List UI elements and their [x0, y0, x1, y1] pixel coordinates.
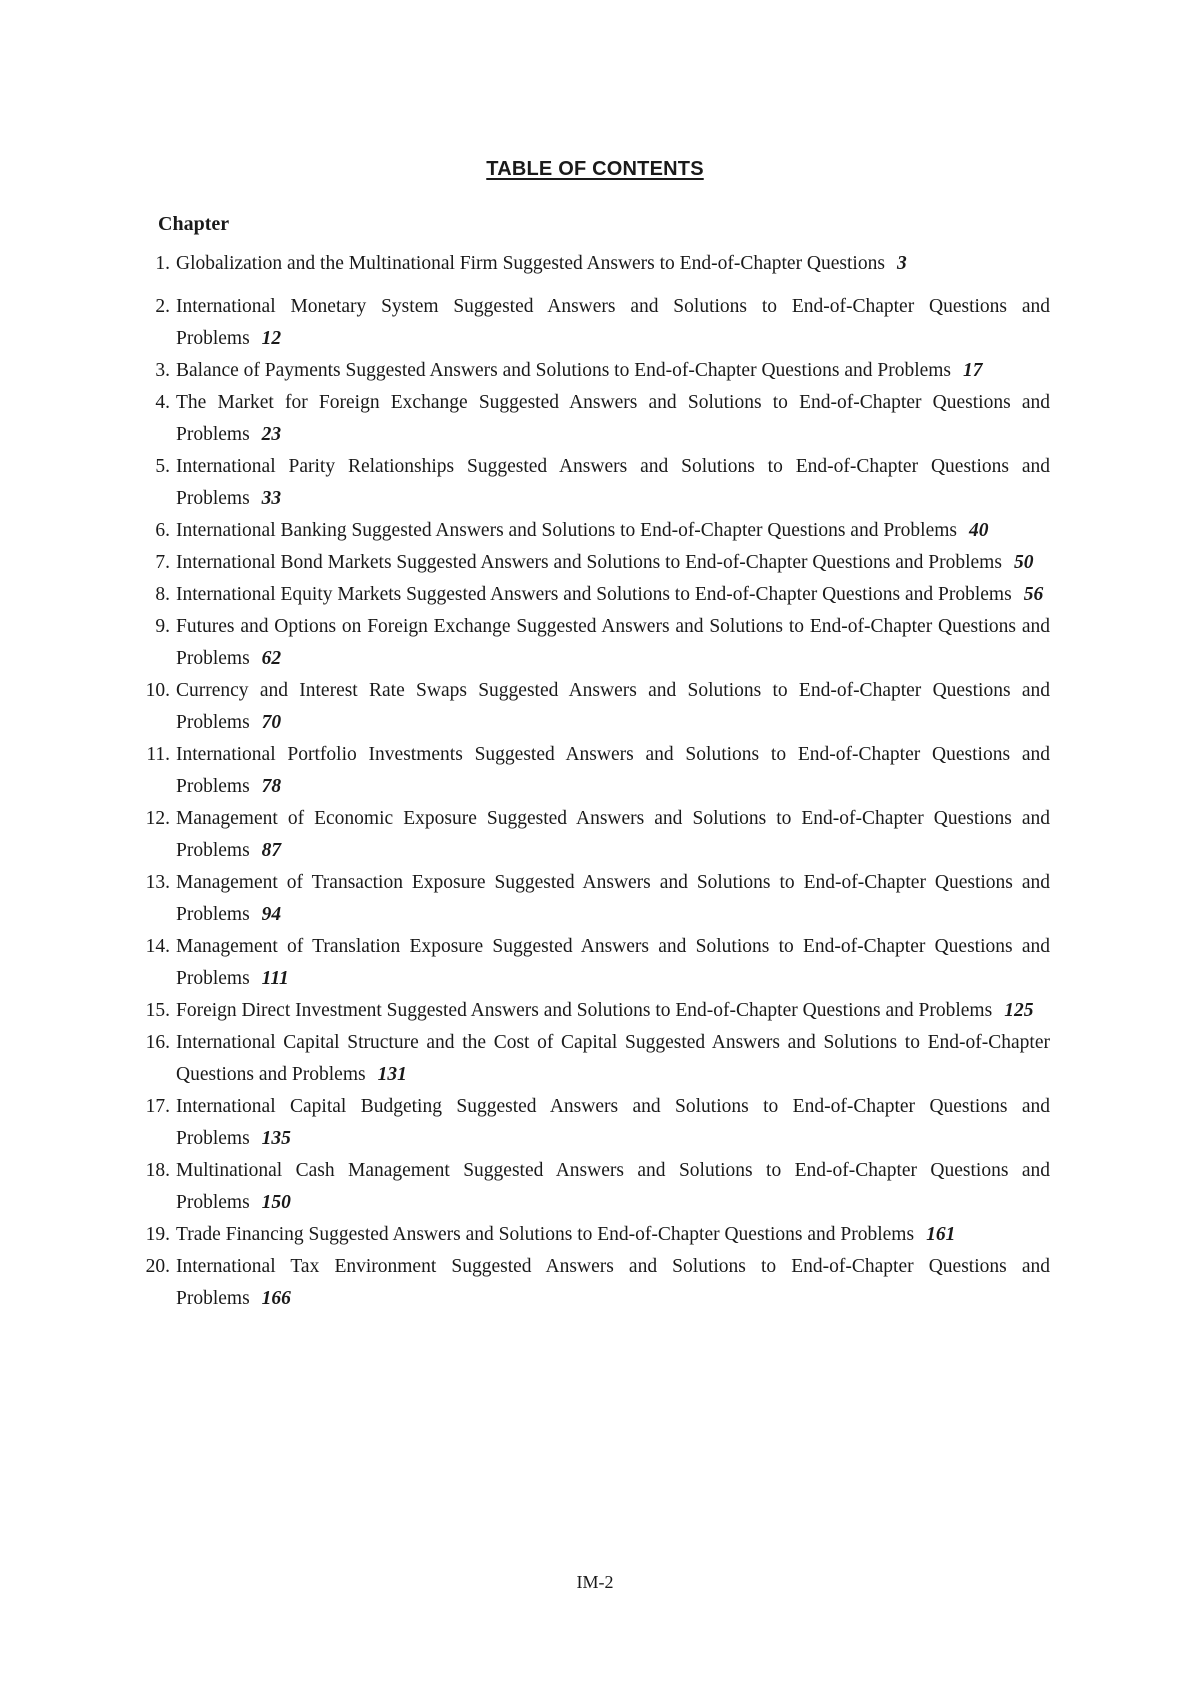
- toc-item-title: Currency and Interest Rate Swaps Suggested Answers and Solutions to End-of-Chapter Questions and Problems: [176, 680, 1050, 733]
- toc-item-page: 3: [896, 253, 907, 274]
- toc-item-title: Balance of Payments Suggested Answers and Solutions to End-of-Chapter Questions and Problems: [176, 360, 952, 381]
- toc-item-title: The Market for Foreign Exchange Suggested Answers and Solutions to End-of-Chapter Questions and Problems: [176, 392, 1050, 445]
- section-label: Chapter: [158, 213, 230, 235]
- toc-item-number: 8.: [155, 584, 170, 605]
- toc-item-entry: [176, 931, 1050, 995]
- toc-item-page: 50: [1013, 552, 1034, 573]
- toc-item-page: 150: [261, 1192, 291, 1213]
- toc-item-entry: [176, 867, 1050, 931]
- toc-item-title: International Tax Environment Suggested Answers and Solutions to End-of-Chapter Questions and Problems: [176, 1256, 1050, 1309]
- toc-item-entry: [176, 248, 1050, 280]
- toc-item-entry: [176, 355, 1050, 387]
- toc-item-20[interactable]: [130, 1251, 1050, 1315]
- toc-item-15[interactable]: [130, 995, 1050, 1027]
- toc-item-title: International Parity Relationships Suggested Answers and Solutions to End-of-Chapter Questions and Problems: [176, 456, 1050, 509]
- toc-item-page: 94: [261, 904, 282, 925]
- toc-item-entry: [176, 1219, 1050, 1251]
- toc-item-number: 6.: [155, 520, 170, 541]
- toc-item-page: 131: [377, 1064, 407, 1085]
- toc-item-number: 2.: [155, 296, 170, 317]
- toc-item-page: 33: [261, 488, 282, 509]
- toc-item-10[interactable]: [130, 675, 1050, 739]
- toc-item-title: Management of Translation Exposure Suggested Answers and Solutions to End-of-Chapter Questions and Problems: [176, 936, 1050, 989]
- toc-item-2[interactable]: [130, 291, 1050, 355]
- toc-item-title: International Capital Structure and the Cost of Capital Suggested Answers and Solutions to End-of-Chapter Questions and Problems: [176, 1032, 1050, 1085]
- toc-item-page: 23: [261, 424, 282, 445]
- toc-item-17[interactable]: [130, 1091, 1050, 1155]
- toc-item-page: 125: [1004, 1000, 1034, 1021]
- toc-item-number: 5.: [155, 456, 170, 477]
- toc-item-number: 13.: [145, 872, 170, 893]
- toc-item-title: Multinational Cash Management Suggested Answers and Solutions to End-of-Chapter Questions and Problems: [176, 1160, 1050, 1213]
- toc-item-entry: [176, 387, 1050, 451]
- toc-item-number: 17.: [145, 1096, 170, 1117]
- toc-item-page: 161: [926, 1224, 956, 1245]
- toc-item-3[interactable]: [130, 355, 1050, 387]
- toc-item-number: 19.: [145, 1224, 170, 1245]
- toc-item-title: Management of Economic Exposure Suggested Answers and Solutions to End-of-Chapter Questions and Problems: [176, 808, 1050, 861]
- toc-item-entry: [176, 1091, 1050, 1155]
- toc-item-entry: [176, 1027, 1050, 1091]
- toc-item-number: 11.: [146, 744, 170, 765]
- page-footer: IM-2: [576, 1572, 614, 1592]
- toc-item-number: 12.: [145, 808, 170, 829]
- toc-item-number: 4.: [155, 392, 170, 413]
- toc-item-page: 56: [1023, 584, 1044, 605]
- toc-item-page: 78: [261, 776, 282, 797]
- toc-item-number: 15.: [145, 1000, 170, 1021]
- toc-item-14[interactable]: [130, 931, 1050, 995]
- toc-item-number: 14.: [145, 936, 170, 957]
- toc-item-6[interactable]: [130, 515, 1050, 547]
- toc-list: [130, 248, 1050, 1315]
- toc-item-16[interactable]: [130, 1027, 1050, 1091]
- toc-item-title: Futures and Options on Foreign Exchange Suggested Answers and Solutions to End-of-Chapter Questions and Problems: [176, 616, 1050, 669]
- toc-item-entry: [176, 611, 1050, 675]
- toc-item-number: 20.: [145, 1256, 170, 1277]
- toc-item-entry: [176, 675, 1050, 739]
- toc-item-1[interactable]: [130, 248, 1050, 280]
- toc-item-entry: [176, 515, 1050, 547]
- toc-item-entry: [176, 547, 1050, 579]
- toc-item-8[interactable]: [130, 579, 1050, 611]
- page-title: [0, 158, 1190, 181]
- toc-item-title: Management of Transaction Exposure Suggested Answers and Solutions to End-of-Chapter Questions and Problems: [176, 872, 1050, 925]
- toc-item-entry: [176, 579, 1050, 611]
- toc-item-page: 17: [963, 360, 983, 381]
- toc-item-11[interactable]: [130, 739, 1050, 803]
- toc-item-page: 12: [261, 328, 282, 349]
- toc-item-number: 9.: [155, 616, 170, 637]
- toc-item-number: 7.: [155, 552, 170, 573]
- toc-item-page: 62: [261, 648, 282, 669]
- toc-item-title: Globalization and the Multinational Firm Suggested Answers to End-of-Chapter Questions: [176, 253, 885, 274]
- toc-item-number: 10.: [145, 680, 170, 701]
- toc-item-title: International Monetary System Suggested Answers and Solutions to End-of-Chapter Questions and Problems: [176, 296, 1050, 349]
- toc-item-number: 18.: [145, 1160, 170, 1181]
- toc-item-4[interactable]: [130, 387, 1050, 451]
- toc-item-page: 135: [261, 1128, 291, 1149]
- toc-item-title: International Capital Budgeting Suggested Answers and Solutions to End-of-Chapter Questions and Problems: [176, 1096, 1050, 1149]
- toc-item-entry: [176, 451, 1050, 515]
- toc-item-title: Trade Financing Suggested Answers and Solutions to End-of-Chapter Questions and Problems: [176, 1224, 915, 1245]
- toc-item-page: 87: [261, 840, 282, 861]
- toc-item-title: International Bond Markets Suggested Answers and Solutions to End-of-Chapter Questions and Problems: [176, 552, 1002, 573]
- toc-item-entry: [176, 995, 1050, 1027]
- toc-item-9[interactable]: [130, 611, 1050, 675]
- toc-item-page: 70: [261, 712, 282, 733]
- toc-item-page: 166: [261, 1288, 291, 1309]
- toc-item-entry: [176, 1251, 1050, 1315]
- toc-item-title: International Banking Suggested Answers and Solutions to End-of-Chapter Questions and Problems: [176, 520, 957, 541]
- toc-item-18[interactable]: [130, 1155, 1050, 1219]
- toc-item-number: 16.: [145, 1032, 170, 1053]
- toc-item-page: 111: [261, 968, 289, 989]
- toc-item-19[interactable]: [130, 1219, 1050, 1251]
- toc-item-entry: [176, 291, 1050, 355]
- toc-item-page: 40: [968, 520, 989, 541]
- toc-item-title: International Portfolio Investments Suggested Answers and Solutions to End-of-Chapter Questions and Problems: [176, 744, 1050, 797]
- toc-item-entry: [176, 739, 1050, 803]
- toc-item-entry: [176, 803, 1050, 867]
- toc-item-7[interactable]: [130, 547, 1050, 579]
- toc-item-number: 1.: [155, 253, 170, 274]
- toc-item-entry: [176, 1155, 1050, 1219]
- toc-item-13[interactable]: [130, 867, 1050, 931]
- toc-item-title: International Equity Markets Suggested Answers and Solutions to End-of-Chapter Questions and Problems: [176, 584, 1012, 605]
- toc-item-number: 3.: [155, 360, 170, 381]
- toc-item-12[interactable]: [130, 803, 1050, 867]
- toc-item-title: Foreign Direct Investment Suggested Answers and Solutions to End-of-Chapter Questions and Problems: [176, 1000, 993, 1021]
- toc-item-5[interactable]: [130, 451, 1050, 515]
- page-title-text: TABLE OF CONTENTS: [486, 158, 704, 180]
